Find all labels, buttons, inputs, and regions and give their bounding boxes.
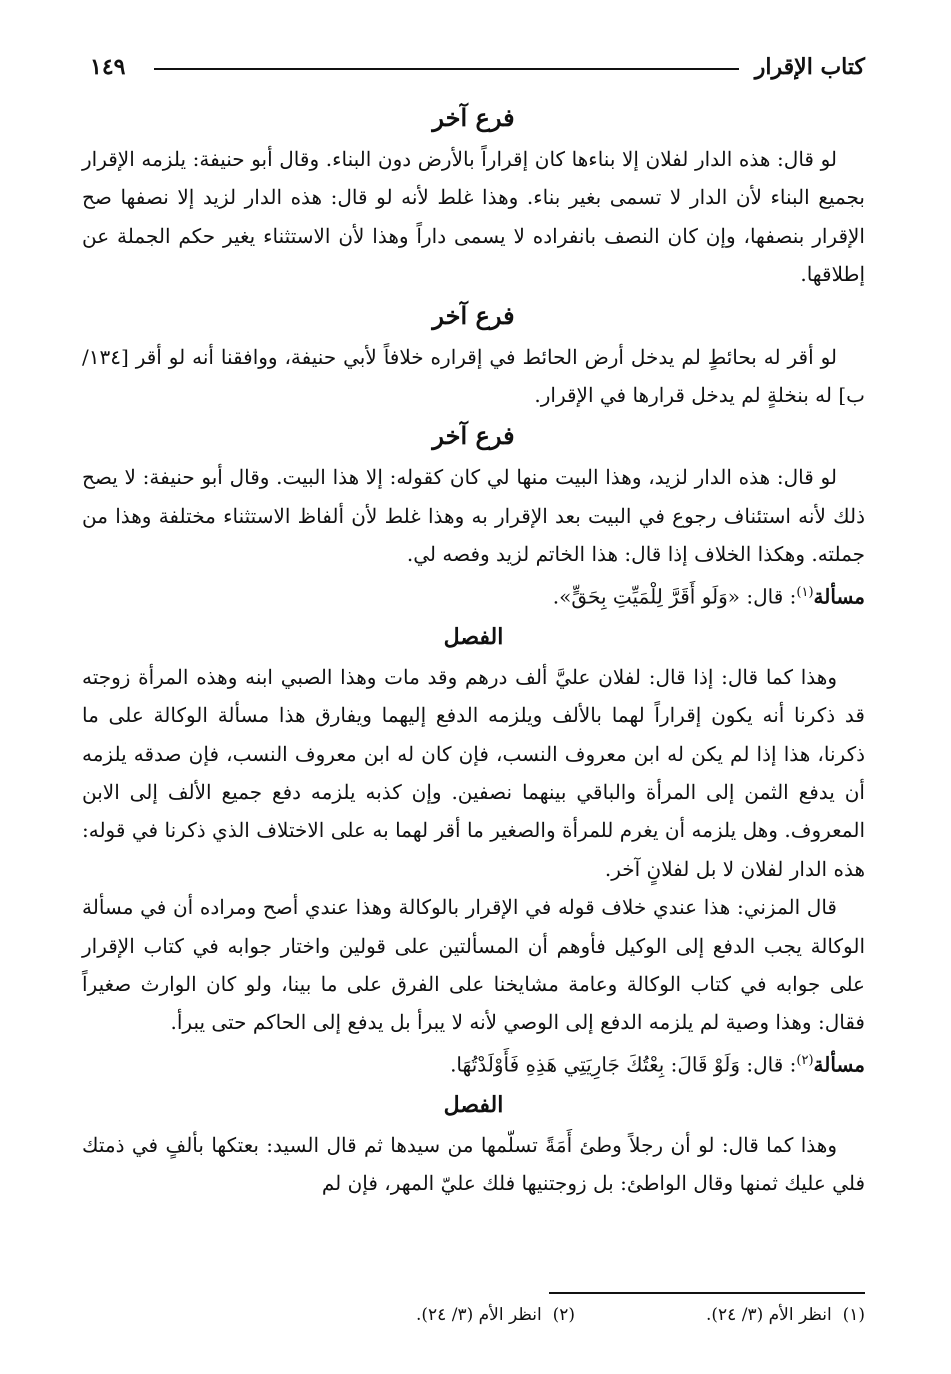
masala-line xyxy=(82,1042,865,1084)
masala-text: : قال: «وَلَو أَقَرَّ لِلْمَيِّتِ بِحَقٍّ». xyxy=(552,584,797,609)
footnote-rule xyxy=(549,1292,865,1294)
paragraph: لو أقر له بحائطٍ لم يدخل أرض الحائط في إقراره خلافاً لأبي حنيفة، ووافقنا أنه لو أقر [١٣٤/ب] له بنخلةٍ لم يدخل قرارها في الإقرار. xyxy=(82,344,865,408)
running-header xyxy=(90,50,865,86)
paragraph: وهذا كما قال: لو أن رجلاً وطئ أَمَةً تسلّمها من سيدها ثم قال السيد: بعتكها بألفٍ في ذمتك فلي عليك ثمنها وقال الواطئ: بل زوجتنيها فلك عليّ المهر، فإن لم xyxy=(82,1132,865,1196)
paragraph: قال المزني: هذا عندي خلاف قوله في الإقرار بالوكالة وهذا عندي أصح ومراده أن في مسألة الوكالة يجب الدفع إلى الوكيل فأوهم أن المسألتين على قولين واختار جوابه في كتاب الإقرار على جوابه في كتاب الوكالة وعامة مشايخنا على الفرق على ما بينا، ولو كان الوارث صغيراً فقال: وهذا وصية لم يلزمه الدفع إلى الوصي لأنه لا يبرأ بل يدفع إلى الحاكم حتى يبرأ. xyxy=(82,895,865,1035)
footnote-number: (٢) xyxy=(552,1305,575,1325)
section-heading: الفصل xyxy=(443,1091,504,1118)
footnote-text: انظر الأم (٣/ ٢٤). xyxy=(416,1305,542,1325)
masala-line xyxy=(82,574,865,616)
paragraph: وهذا كما قال: إذا قال: لفلان عليَّ ألف درهم وقد مات وهذا الصبي ابنه وهذه المرأة زوجته قد ذكرنا أنه يكون إقراراً لهما بالألف ويلزمه الدفع إليهما ويفارق هذا مسألة الوكالة على ما ذكرنا، هذا إذا لم يكن له ابن معروف النسب، فإن كان له ابن معروف النسب، فإن صدقه يلزمه أن يدفع الثمن إلى المرأة والباقي بينهما نصفين. وإن كذبه يلزمه دفع جميع الألف إلى الابن المعروف. وهل يلزمه أن يغرم للمرأة والصغير ما أقر لهما به على الاختلاف الذي ذكرنا في قوله: هذه الدار لفلان لا بل لفلانٍ آخر. xyxy=(82,664,865,881)
masala-label: مسألة xyxy=(813,1052,865,1077)
page-body xyxy=(82,96,865,1203)
footnote-ref: (٢) xyxy=(796,1052,814,1068)
paragraph: لو قال: هذه الدار لزيد، وهذا البيت منها لي كان كقوله: إلا هذا البيت. وقال أبو حنيفة: لا يصح ذلك لأنه استئناف رجوع في البيت بعد الإقرار به وهذا غلط لأن ألفاظ الاستثناء مختلفة وهذا من جملته. وهكذا الخلاف إذا قال: هذا الخاتم لزيد وفصه لي. xyxy=(82,465,865,567)
masala-label: مسألة xyxy=(813,584,865,609)
footnote xyxy=(416,1300,575,1330)
footnote-ref: (١) xyxy=(796,584,814,600)
footnotes xyxy=(200,1300,865,1330)
footnote xyxy=(706,1300,865,1330)
page-number: ١٤٩ xyxy=(90,54,126,80)
masala-text: : قال: وَلَوْ قَالَ: بِعْتُكَ جَارِيَتِي هَذِهِ فَأَوْلَدْتُهَا. xyxy=(450,1052,797,1077)
section-heading: فرع آخر xyxy=(432,103,515,132)
section-heading: فرع آخر xyxy=(432,300,515,330)
header-rule xyxy=(154,68,739,70)
paragraph: لو قال: هذه الدار لفلان إلا بناءها كان إقراراً بالأرض دون البناء. وقال أبو حنيفة: يلزمه الإقرار بجميع البناء لأن الدار لا تسمى بغير بناء. وهذا غلط لأنه لو قال: هذه الدار لزيد إلا نصفها صح الإقرار بنصفها، وإن كان النصف بانفراده لا يسمى داراً وهذا لأن الاستثناء يغير حكم الجملة عن إطلاقها. xyxy=(82,147,865,287)
chapter-title: كتاب الإقرار xyxy=(754,54,865,80)
section-heading: الفصل xyxy=(443,623,504,650)
footnote-number: (١) xyxy=(842,1305,865,1325)
section-heading: فرع آخر xyxy=(432,421,515,451)
footnote-text: انظر الأم (٣/ ٢٤). xyxy=(706,1305,832,1325)
